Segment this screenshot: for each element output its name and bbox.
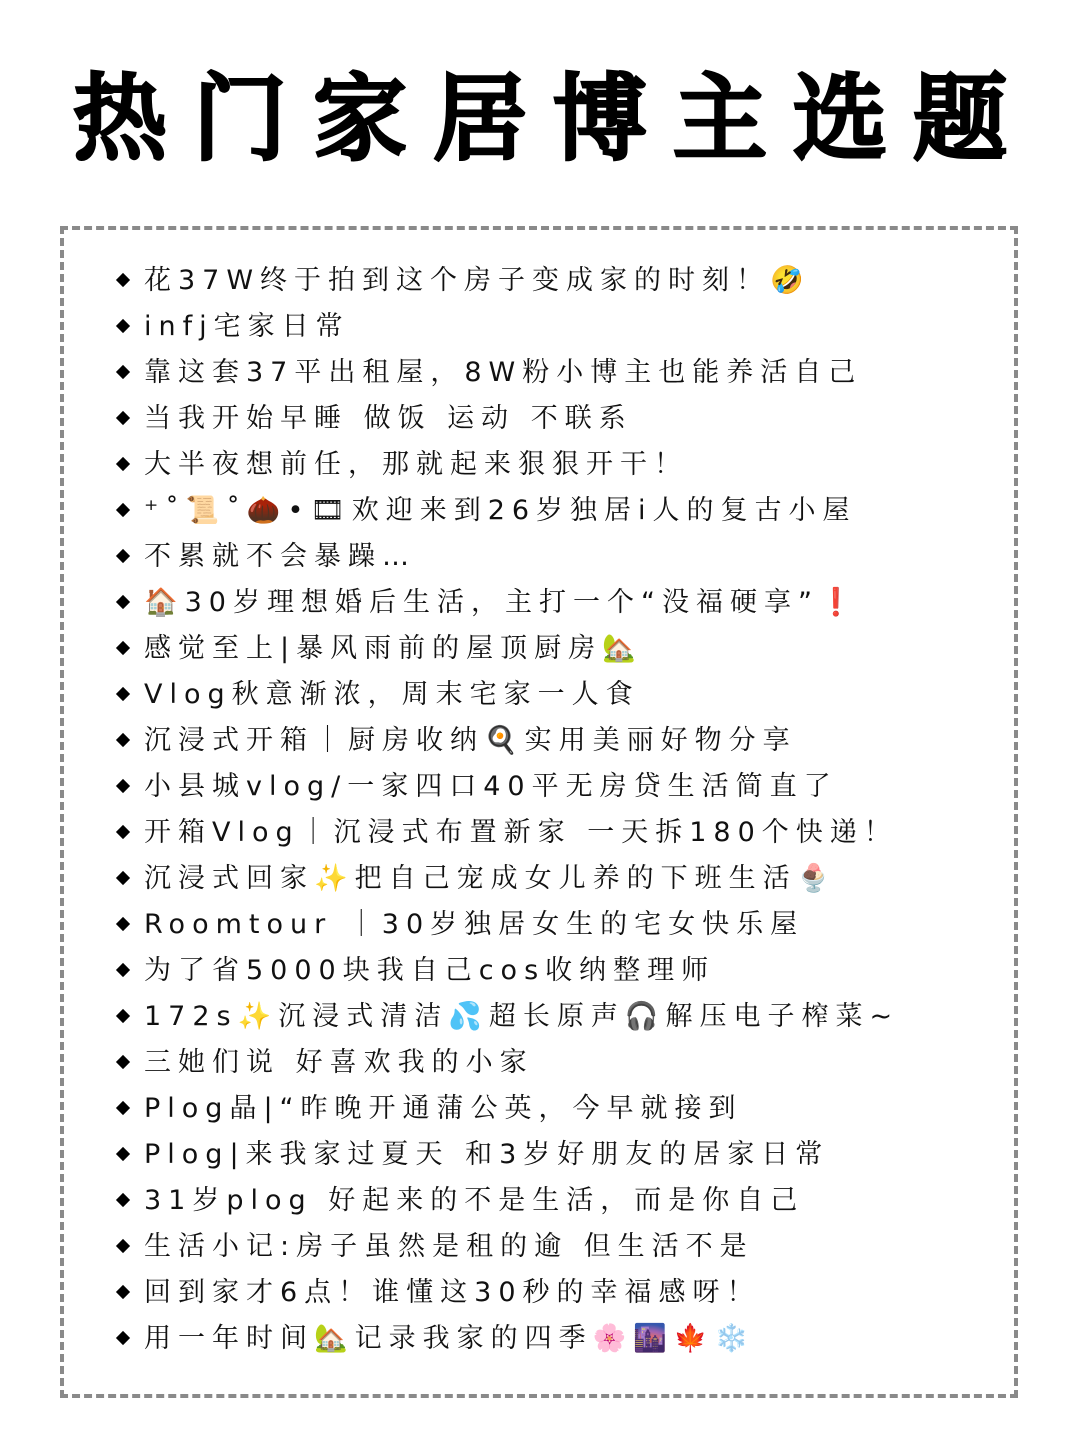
page-title: 热门家居博主选题: [72, 65, 1033, 174]
diamond-bullet-icon: [116, 733, 130, 747]
list-item: [110, 1316, 1010, 1362]
list-item: [110, 994, 1010, 1040]
diamond-bullet-icon: [116, 1193, 130, 1207]
diamond-bullet-icon: [116, 871, 130, 885]
list-item: [110, 1224, 1010, 1270]
diamond-bullet-icon: [116, 1009, 130, 1023]
diamond-bullet-icon: [116, 411, 130, 425]
list-item: [110, 304, 1010, 350]
diamond-bullet-icon: [116, 503, 130, 517]
list-item: [110, 1178, 1010, 1224]
topic-text: 花37W终于拍到这个房子变成家的时刻！🤣: [144, 265, 811, 296]
diamond-bullet-icon: [116, 273, 130, 287]
list-item: [110, 902, 1010, 948]
list-item: [110, 810, 1010, 856]
topic-text: 靠这套37平出租屋，8W粉小博主也能养活自己: [144, 357, 863, 388]
topic-text: 🏠30岁理想婚后生活，主打一个“没福硬享”❗: [144, 587, 860, 618]
topic-text: infj宅家日常: [144, 311, 350, 342]
list-item: [110, 488, 1010, 534]
diamond-bullet-icon: [116, 825, 130, 839]
topic-text: ⁺˚📜˚🌰•🎞欢迎来到26岁独居i人的复古小屋: [144, 495, 857, 526]
list-item: [110, 1040, 1010, 1086]
diamond-bullet-icon: [116, 1101, 130, 1115]
list-item: [110, 534, 1010, 580]
topic-text: 用一年时间🏡记录我家的四季🌸🌆🍁❄️: [144, 1323, 756, 1354]
topic-text: 三她们说 好喜欢我的小家: [144, 1047, 534, 1078]
topic-list: [110, 258, 1010, 1362]
topic-text: 开箱Vlog｜沉浸式布置新家 一天拆180个快递！: [144, 817, 898, 848]
topic-text: 回到家才6点！谁懂这30秒的幸福感呀！: [144, 1277, 761, 1308]
topic-text: 感觉至上|暴风雨前的屋顶厨房🏡: [144, 633, 643, 664]
list-item: [110, 764, 1010, 810]
list-item: [110, 350, 1010, 396]
topic-text: 172s✨沉浸式清洁💦超长原声🎧解压电子榨菜~: [144, 1001, 900, 1032]
list-item: [110, 626, 1010, 672]
list-item: [110, 442, 1010, 488]
diamond-bullet-icon: [116, 1147, 130, 1161]
topic-text: 31岁plog 好起来的不是生活，而是你自己: [144, 1185, 805, 1216]
topic-text: Vlog秋意渐浓，周末宅家一人食: [144, 679, 640, 710]
diamond-bullet-icon: [116, 1331, 130, 1345]
diamond-bullet-icon: [116, 779, 130, 793]
topic-text: 生活小记:房子虽然是租的逾 但生活不是: [144, 1231, 754, 1262]
topic-text: Plog|来我家过夏天 和3岁好朋友的居家日常: [144, 1139, 830, 1170]
topic-text: 大半夜想前任，那就起来狠狠开干！: [144, 449, 688, 480]
diamond-bullet-icon: [116, 365, 130, 379]
list-item: [110, 1270, 1010, 1316]
list-item: [110, 1086, 1010, 1132]
diamond-bullet-icon: [116, 963, 130, 977]
diamond-bullet-icon: [116, 1285, 130, 1299]
list-item: [110, 1132, 1010, 1178]
list-item: [110, 856, 1010, 902]
topic-text: 不累就不会暴躁…: [144, 541, 416, 572]
list-item: [110, 396, 1010, 442]
topic-text: Plog晶|“昨晚开通蒲公英，今早就接到: [144, 1093, 743, 1124]
topic-text: 沉浸式回家✨把自己宠成女儿养的下班生活🍨: [144, 863, 838, 894]
topic-text: 小县城vlog/一家四口40平无房贷生活简直了: [144, 771, 838, 802]
diamond-bullet-icon: [116, 1055, 130, 1069]
diamond-bullet-icon: [116, 1239, 130, 1253]
diamond-bullet-icon: [116, 595, 130, 609]
list-item: [110, 672, 1010, 718]
list-item: [110, 718, 1010, 764]
topic-text: 沉浸式开箱｜厨房收纳🍳实用美丽好物分享: [144, 725, 797, 756]
diamond-bullet-icon: [116, 687, 130, 701]
diamond-bullet-icon: [116, 457, 130, 471]
list-item: [110, 580, 1010, 626]
list-item: [110, 948, 1010, 994]
topic-text: 为了省5000块我自己cos收纳整理师: [144, 955, 716, 986]
topic-text: Roomtour ｜30岁独居女生的宅女快乐屋: [144, 909, 805, 940]
diamond-bullet-icon: [116, 549, 130, 563]
topic-text: 当我开始早睡 做饭 运动 不联系: [144, 403, 633, 434]
diamond-bullet-icon: [116, 319, 130, 333]
diamond-bullet-icon: [116, 641, 130, 655]
diamond-bullet-icon: [116, 917, 130, 931]
list-item: [110, 258, 1010, 304]
